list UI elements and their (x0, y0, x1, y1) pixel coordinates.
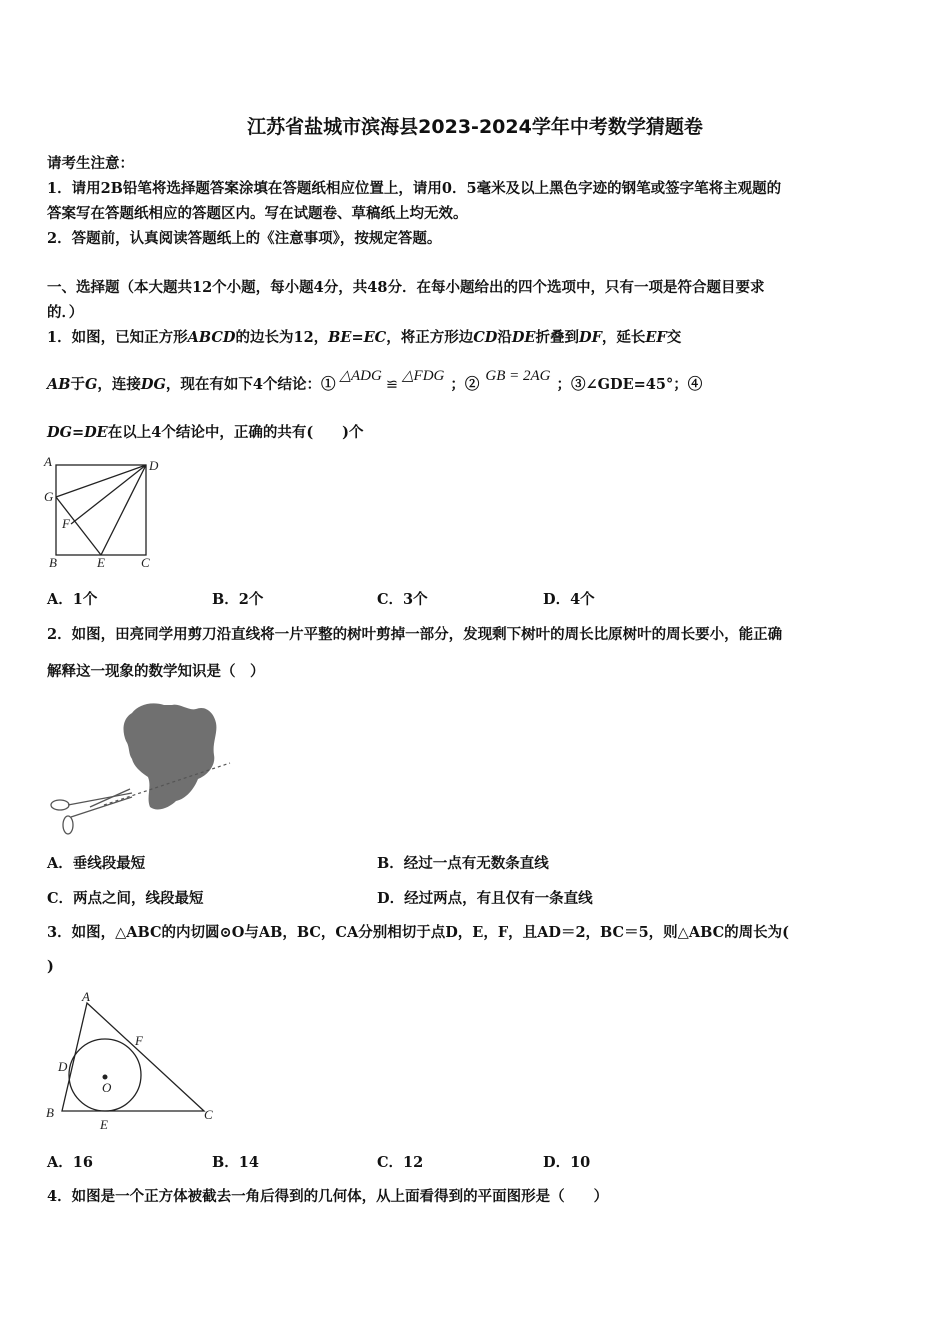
q1-text: 1．如图，已知正方形 (47, 329, 188, 346)
q3-option-d[interactable]: D．10 (543, 1154, 591, 1171)
q1-ef: EF (645, 329, 667, 346)
q1-be-ec: BE=EC (328, 329, 387, 346)
q4-line-1: 4．如图是一个正方体被截去一角后得到的几何体，从上面看得到的平面图形是（ ） (47, 1188, 609, 1205)
q1-line-3 (47, 421, 364, 442)
q2-line-1: 2．如图，田亮同学用剪刀沿直线将一片平整的树叶剪掉一部分，发现剩下树叶的周长比原树叶的周长要小，能正确 (47, 626, 783, 643)
center-point-o (103, 1075, 108, 1080)
q1-figure-square (42, 455, 167, 573)
label-f: F (135, 1033, 143, 1048)
q1-text: ，延长 (601, 329, 646, 346)
q1-dg-de: DG=DE (47, 424, 108, 441)
q3-line-2: ) (47, 958, 54, 975)
q1-option-c[interactable]: C．3个 (377, 591, 428, 608)
leaf-shape (124, 703, 217, 809)
q1-text: ，将正方形边 (386, 329, 474, 346)
q3-option-c[interactable]: C．12 (377, 1154, 424, 1171)
section-heading-b: 的．） (47, 304, 84, 321)
q1-text: 折叠到 (535, 329, 579, 346)
q1-congruent: ≌ (385, 377, 398, 393)
q1-text: 沿 (497, 329, 512, 346)
label-f: F (62, 516, 70, 531)
q2-option-c[interactable]: C．两点之间，线段最短 (47, 890, 204, 907)
q1-line-2 (47, 368, 703, 394)
label-g: G (44, 489, 54, 504)
label-b: B (49, 555, 57, 570)
q1-option-b[interactable]: B．2个 (212, 591, 264, 608)
q1-line-1 (47, 326, 681, 347)
q2-option-b[interactable]: B．经过一点有无数条直线 (377, 855, 549, 872)
label-e: E (97, 555, 105, 570)
q1-text: ，现在有如下4个结论：① (165, 376, 336, 393)
q1-text: 的边长为12， (235, 329, 329, 346)
label-d: D (149, 458, 159, 473)
q1-text: 在以上4个结论中，正确的共有( )个 (107, 424, 364, 441)
q1-dg: DG (140, 376, 166, 393)
q2-line-2: 解释这一现象的数学知识是（ ） (47, 663, 265, 680)
q1-de: DE (511, 329, 536, 346)
q3-option-b[interactable]: B．14 (212, 1154, 259, 1171)
q3-line-1: 3．如图，△ABC的内切圆⊙O与AB，BC，CA分别相切于点D，E，F，且AD＝2，BC＝5，则△ABC的周长为( (47, 924, 790, 941)
page-title: 江苏省盐城市滨海县2023-2024学年中考数学猜题卷 (247, 116, 703, 138)
label-b: B (46, 1105, 54, 1120)
label-a: A (82, 989, 90, 1004)
label-c: C (141, 555, 150, 570)
q1-abcd: ABCD (187, 329, 236, 346)
square-abcd (56, 465, 146, 555)
q1-text: 于 (70, 376, 86, 393)
q1-cd: CD (473, 329, 498, 346)
q2-option-a[interactable]: A．垂线段最短 (47, 855, 146, 872)
q1-ab: AB (47, 376, 71, 393)
label-d: D (58, 1059, 68, 1074)
segment-df (71, 465, 146, 524)
notice-item-1a: 1．请用2B铅笔将选择题答案涂填在答题纸相应位置上，请用0．5毫米及以上黑色字迹的钢笔或签字笔将主观题的 (47, 180, 782, 197)
q3-figure-triangle (42, 985, 222, 1135)
q3-option-a[interactable]: A．16 (47, 1154, 93, 1171)
label-c: C (204, 1107, 213, 1122)
q1-df: DF (579, 329, 602, 346)
q2-figure-leaf (46, 697, 236, 837)
label-o: O (102, 1080, 112, 1095)
label-a: A (44, 455, 52, 469)
q1-sep-2: ；② (450, 376, 480, 393)
q1-option-a[interactable]: A．1个 (47, 591, 98, 608)
q1-g: G (85, 376, 98, 393)
q1-tri-fdg: △FDG (402, 368, 445, 384)
notice-item-1b: 答案写在答题纸相应的答题区内。写在试题卷、草稿纸上均无效。 (47, 205, 468, 222)
q2-option-d[interactable]: D．经过两点，有且仅有一条直线 (377, 890, 593, 907)
q1-option-d[interactable]: D．4个 (543, 591, 595, 608)
q1-sep-3: ；③∠GDE=45°；④ (556, 376, 703, 393)
q1-text: ，连接 (97, 376, 141, 393)
triangle-abc (62, 1003, 204, 1111)
notice-item-2: 2．答题前，认真阅读答题纸上的《注意事项》，按规定答题。 (47, 230, 442, 247)
q1-tri-adg: △ADG (339, 368, 382, 384)
q1-gb-2ag: GB = 2AG (485, 368, 551, 384)
notice-heading: 请考生注意： (47, 155, 134, 172)
scissors-icon (51, 789, 132, 834)
label-e: E (100, 1117, 108, 1132)
q1-text: 交 (666, 329, 682, 346)
section-heading-a: 一、选择题（本大题共12个小题，每小题4分，共48分．在每小题给出的四个选项中，只有一项是符合题目要求 (47, 279, 765, 296)
